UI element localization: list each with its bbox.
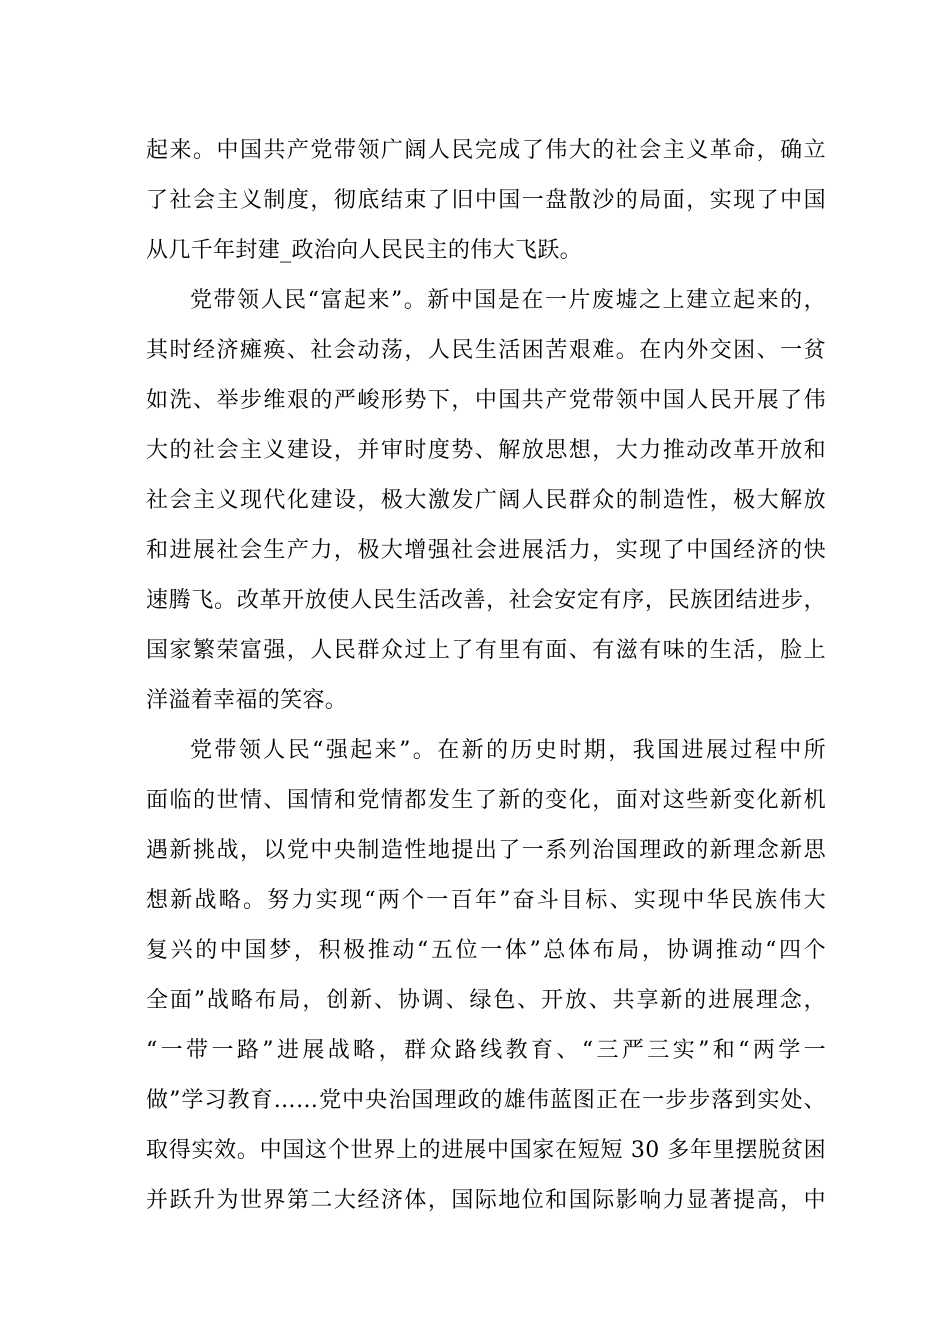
text-line: “一带一路”进展战略，群众路线教育、“三严三实”和“两学一: [146, 1038, 826, 1063]
text-line: 面临的世情、国情和党情都发生了新的变化，面对这些新变化新机: [146, 788, 826, 813]
text-line: 洋溢着幸福的笑容。: [146, 688, 348, 713]
text-line: 从几千年封建_政治向人民民主的伟大飞跃。: [146, 238, 583, 263]
text-line: 国家繁荣富强，人民群众过上了有里有面、有滋有味的生活，脸上: [146, 638, 826, 663]
text-line: 起来。中国共产党带领广阔人民完成了伟大的社会主义革命，确立: [146, 138, 826, 163]
text-line: 做”学习教育……党中央治国理政的雄伟蓝图正在一步步落到实处、: [146, 1088, 826, 1113]
text-line: 如洗、举步维艰的严峻形势下，中国共产党带领中国人民开展了伟: [146, 388, 826, 413]
text-line: 遇新挑战，以党中央制造性地提出了一系列治国理政的新理念新思: [146, 838, 826, 863]
text-line: 取得实效。中国这个世界上的进展中国家在短短 30 多年里摆脱贫困: [146, 1138, 826, 1163]
text-line: 大的社会主义建设，并审时度势、解放思想，大力推动改革开放和: [146, 438, 826, 463]
text-line: 和进展社会生产力，极大增强社会进展活力，实现了中国经济的快: [146, 538, 826, 563]
text-line: 并跃升为世界第二大经济体，国际地位和国际影响力显著提高，中: [146, 1188, 826, 1213]
text-line: 党带领人民“富起来”。新中国是在一片废墟之上建立起来的，: [190, 288, 826, 313]
text-line: 复兴的中国梦，积极推动“五位一体”总体布局，协调推动“四个: [146, 938, 826, 963]
text-line: 社会主义现代化建设，极大激发广阔人民群众的制造性，极大解放: [146, 488, 826, 513]
text-line: 速腾飞。改革开放使人民生活改善，社会安定有序，民族团结进步，: [146, 588, 826, 613]
text-line: 了社会主义制度，彻底结束了旧中国一盘散沙的局面，实现了中国: [146, 188, 826, 213]
text-line: 想新战略。努力实现“两个一百年”奋斗目标、实现中华民族伟大: [146, 888, 826, 913]
text-line: 党带领人民“强起来”。在新的历史时期，我国进展过程中所: [190, 738, 826, 763]
text-line: 全面”战略布局，创新、协调、绿色、开放、共享新的进展理念，: [146, 988, 826, 1013]
text-line: 其时经济瘫痪、社会动荡，人民生活困苦艰难。在内外交困、一贫: [146, 338, 826, 363]
